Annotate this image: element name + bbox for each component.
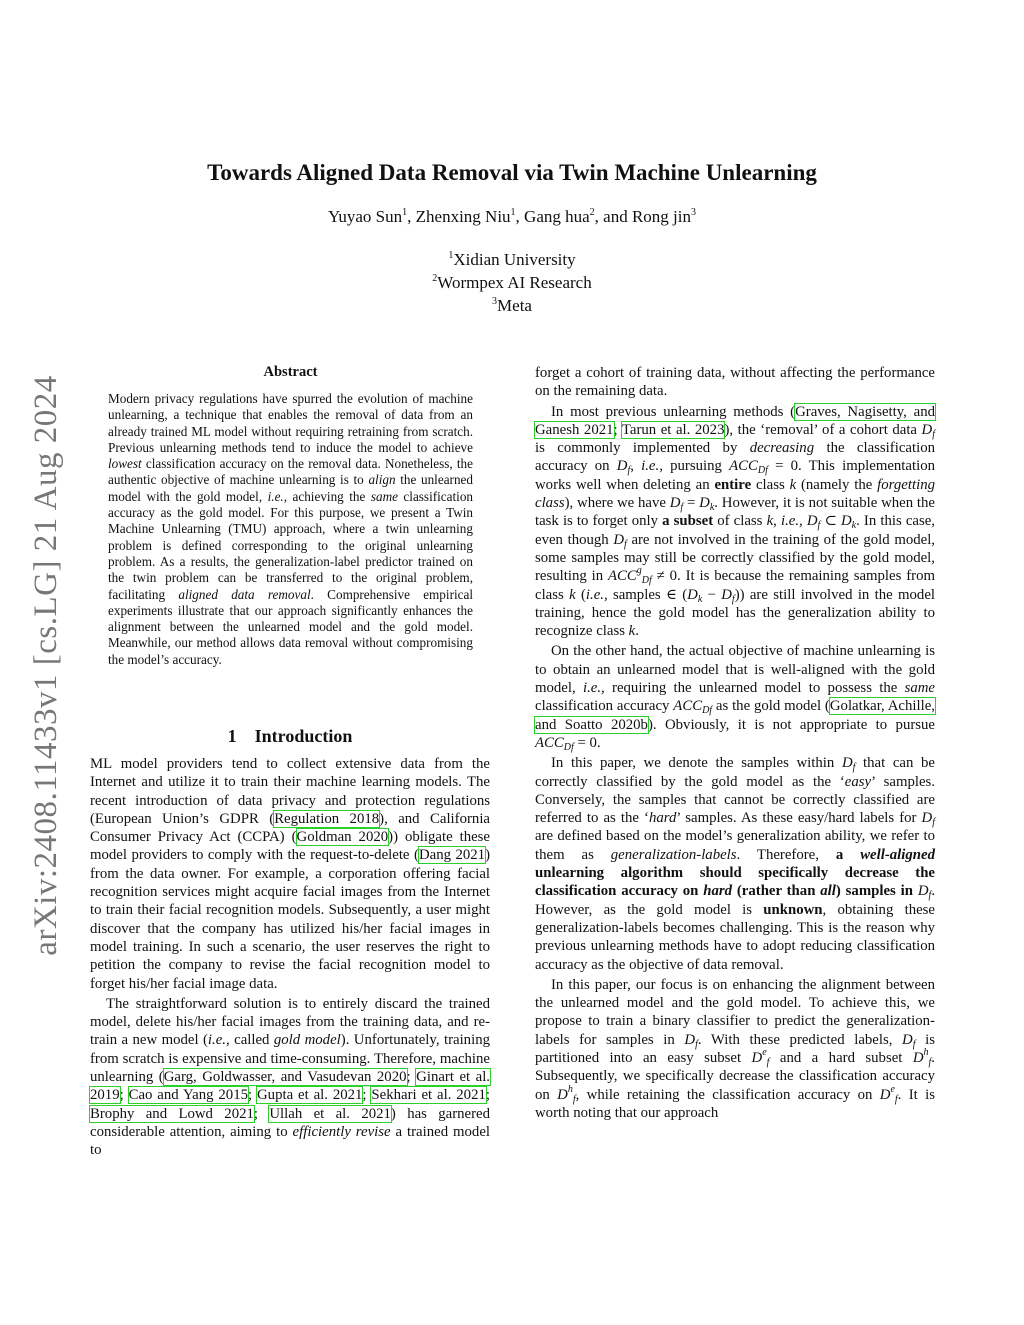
introduction-section xyxy=(90,726,490,1160)
right-paragraph-2: On the other hand, the actual objective of machine unlearning is to obtain an unlearned model that is well-aligned with the gold model, i.e., requiring the unlearned model to possess the same classification accuracy $ACC_{Df}$ as the gold model (Golatkar, Achille, and Soatto 2020b). Obviously, it is not appropriate to pursue $ACC_{Df} = 0$. xyxy=(535,643,936,753)
right-paragraph-4: In this paper, our focus is on enhancing the alignment between the unlearned model and the gold model. To achieve this, we propose to train a binary classifier to predict the generalization-labels for samples in $D_f$. With these predicted labels, $D_f$ is partitioned into an easy subset $D^e_f$ and a hard subset $D^h_f$. Subsequently, we specifically decrease the classification accuracy on $D^h_f$, while retaining the classification accuracy on $D^e_f$. It is worth noting that our approach xyxy=(535,976,935,1121)
author-list xyxy=(0,207,1024,227)
intro-paragraph-2: The straightforward solution is to entirely discard the trained model, delete his/her facial images from the training data, and re-train a new model (i.e., called gold model). Unfortunately, training from scratch is expensive and time-consuming. Therefore, machine unlearning (Garg, Goldwasser, and Vasudevan 2020; Ginart et al. 2019; Cao and Yang 2015; Gupta et al. 2021; Sekhari et al. 2021; Brophy and Lowd 2021; Ullah et al. 2021) has garnered considerable attention, aiming to efficiently revise a trained model to xyxy=(90,995,491,1159)
citation-link[interactable]: Ginart et al. 2019 xyxy=(90,1069,491,1104)
citation-link[interactable]: Graves, Nagisetty, and Ganesh 2021 xyxy=(535,403,935,438)
citation-link[interactable]: Regulation 2018 xyxy=(274,810,380,827)
right-paragraph-1: In most previous unlearning methods (Graves, Nagisetty, and Ganesh 2021; Tarun et al. 2023), the ‘removal’ of a cohort data $D_f$ is commonly implemented by decreasing the classification accuracy on $D_f$, i.e., pursuing $ACC_{Df} = 0$. This implementation works well when deleting an entire class k (namely the forgetting class), where we have $D_f = D_k$. However, it is not suitable when the task is to forget only a subset of class k, i.e., $D_f$ ⊂ $D_k$. In this case, even though $D_f$ are not involved in the training of the gold model, some samples may still be correctly classified by the gold model, resulting in $ACC^g_{Df} \ne 0$. It is because the remaining samples from class k (i.e., samples ∈ $(D_k - D_f)$) are still involved in the model training, hence the gold model has the generalization ability to recognize class k. xyxy=(535,403,936,640)
affiliations xyxy=(0,248,1024,317)
citation-link[interactable]: Dang 2021 xyxy=(418,847,486,864)
abstract-text: Modern privacy regulations have spurred the evolution of machine unlearning, a technique that enables the removal of data from an already trained ML model without requiring retraining from scratch. Previous unlearning methods tend to induce the model to achieve lowest classification accuracy on the removal data. Nonetheless, the authentic objective of machine unlearning is to align the unlearned model with the gold model, i.e., achieving the same classification accuracy as the gold model. For this purpose, we present a Twin Machine Unlearning (TMU) approach, where a twin unlearning problem is defined corresponding to the original unlearning problem. As a results, the generalization-label predictor trained on the twin problem can be transferred to the original problem, facilitating aligned data removal. Comprehensive empirical experiments illustrate that our approach significantly enhances the alignment between the unlearned model and the gold model. Meanwhile, our method allows data removal without compromising the model’s accuracy. xyxy=(108,391,474,667)
author: Gang hua$^2$, and xyxy=(524,207,632,226)
affiliation: $^1$Xidian University xyxy=(448,250,576,269)
citation-link[interactable]: Garg, Goldwasser, and Vasudevan 2020 xyxy=(163,1069,407,1086)
citation-link[interactable]: Golatkar, Achille, and Soatto 2020b xyxy=(535,698,935,733)
citation-link[interactable]: Ullah et al. 2021 xyxy=(269,1105,391,1122)
citation-link[interactable]: Tarun et al. 2023 xyxy=(621,421,725,438)
affiliation: $^3$Meta xyxy=(492,296,532,315)
citation-link[interactable]: Gupta et al. 2021 xyxy=(257,1087,363,1104)
citation-link[interactable]: Goldman 2020 xyxy=(296,829,389,846)
abstract-section xyxy=(108,364,473,668)
affiliation: $^2$Wormpex AI Research xyxy=(432,273,592,292)
citation-link[interactable]: Brophy and Lowd 2021 xyxy=(90,1105,254,1122)
author: Rong jin$^3$ xyxy=(631,207,697,226)
intro-paragraph-1: ML model providers tend to collect extensive data from the Internet and utilize it to train their machine learning models. The recent introduction of data privacy and protection regulations (European Union’s GDPR (Regulation 2018), and California Consumer Privacy Act (CCPA) (Goldman 2020)) obligate these model providers to comply with the request-to-delete (Dang 2021) from the data owner. For example, a corporation offering facial recognition services might acquire facial images from the Internet to train their facial recognition models. Subsequently, a user might discover that the company has utilized his/her facial images in model training. In such a scenario, the user reserves the right to petition the company to revise the facial recognition model to forget his/her facial image data. xyxy=(90,756,491,992)
right-column xyxy=(535,364,935,1122)
author: Zhenxing Niu$^1$, xyxy=(415,207,525,226)
section-heading: 1 Introduction xyxy=(227,726,353,746)
citation-link[interactable]: Cao and Yang 2015 xyxy=(128,1087,249,1104)
abstract-heading: Abstract xyxy=(263,364,318,380)
right-paragraph-3: In this paper, we denote the samples within $D_f$ that can be correctly classified by the gold model as the ‘easy’ samples. Conversely, the samples that cannot be correctly classified are referred to as the ‘hard’ samples. As these easy/hard labels for $D_f$ are defined based on the model’s generalization ability, we refer to them as generalization-labels. Therefore, a well-aligned unlearning algorithm should specifically decrease the classification accuracy on hard (rather than all) samples in $D_f$. However, as the gold model is unknown, obtaining these generalization-labels becomes challenging. This is the reason why previous unlearning methods have to adopt reducing classification accuracy as the objective of data removal. xyxy=(535,755,936,973)
arxiv-identifier: arXiv:2408.11433v1 [cs.LG] 21 Aug 2024 xyxy=(27,374,64,956)
citation-link[interactable]: Sekhari et al. 2021 xyxy=(371,1087,486,1104)
author: Yuyao Sun$^1$, xyxy=(327,207,416,226)
paper-title: Towards Aligned Data Removal via Twin Machine Unlearning xyxy=(207,160,817,185)
arxiv-side-stamp xyxy=(16,345,76,985)
right-paragraph-0: forget a cohort of training data, without affecting the performance on the remaining data. xyxy=(535,365,935,400)
